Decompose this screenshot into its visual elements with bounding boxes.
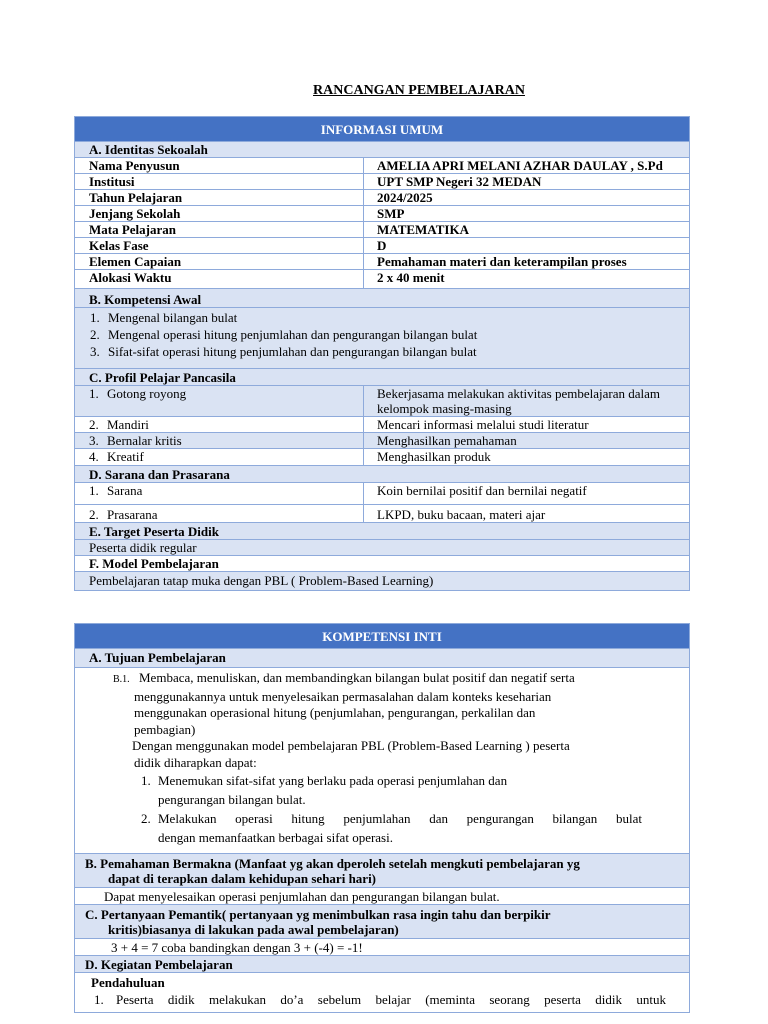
informasi-umum-header: INFORMASI UMUM: [75, 117, 690, 142]
list-item-cont: pengurangan bilangan bulat.: [158, 792, 306, 807]
sarana-label: 1. Sarana: [75, 483, 364, 505]
profil-label: 2. Mandiri: [75, 417, 364, 433]
identitas-label: Jenjang Sekolah: [75, 206, 364, 222]
identitas-value: MATEMATIKA: [364, 222, 690, 238]
profil-label: 1. Gotong royong: [75, 386, 364, 417]
identitas-value: UPT SMP Negeri 32 MEDAN: [364, 174, 690, 190]
dengan-text: Dengan menggunakan model pembelajaran PBL (Problem-Based Learning ) peserta: [132, 738, 570, 753]
section-identitas-sekolah: A. Identitas Sekoalah: [75, 142, 690, 158]
sarana-label: 2. Prasarana: [75, 505, 364, 523]
target-peserta-text: Peserta didik regular: [75, 540, 690, 556]
pendahuluan-heading: Pendahuluan: [91, 975, 165, 990]
tujuan-text: pembagian): [134, 721, 196, 737]
tujuan-text: menggunakannya untuk menyelesaikan permasalahan dalam konteks keseharian: [134, 688, 552, 704]
profil-value: Menghasilkan produk: [364, 449, 690, 466]
model-pembelajaran-text: Pembelajaran tatap muka dengan PBL ( Problem-Based Learning): [75, 572, 690, 591]
section-kompetensi-awal: B. Kompetensi Awal: [75, 289, 690, 308]
page-title: RANCANGAN PEMBELAJARAN: [313, 83, 525, 98]
identitas-value: AMELIA APRI MELANI AZHAR DAULAY , S.Pd: [364, 158, 690, 174]
dengan-text: didik diharapkan dapat:: [134, 754, 257, 770]
identitas-value: 2024/2025: [364, 190, 690, 206]
list-item: 2. Mengenal operasi hitung penjumlahan dan pengurangan bilangan bulat: [90, 327, 478, 342]
identitas-label: Kelas Fase: [75, 238, 364, 254]
pemantik-text: 3 + 4 = 7 coba bandingkan dengan 3 + (-4) = -1!: [75, 939, 690, 956]
sarana-value: Koin bernilai positif dan bernilai negatif: [364, 483, 690, 505]
section-sarana-prasarana: D. Sarana dan Prasarana: [75, 466, 690, 483]
section-tujuan-pembelajaran: A. Tujuan Pembelajaran: [75, 649, 690, 668]
identitas-value: Pemahaman materi dan keterampilan proses: [364, 254, 690, 270]
identitas-label: Institusi: [75, 174, 364, 190]
pemahaman-text: Dapat menyelesaikan operasi penjumlahan dan pengurangan bilangan bulat.: [75, 888, 690, 905]
list-item: 3. Sifat-sifat operasi hitung penjumlahan dan pengurangan bilangan bulat: [90, 344, 477, 359]
identitas-value: SMP: [364, 206, 690, 222]
tujuan-text: Membaca, menuliskan, dan membandingkan bilangan bulat positif dan negatif serta: [139, 670, 575, 685]
kompetensi-inti-header: KOMPETENSI INTI: [75, 624, 690, 649]
section-model-pembelajaran: F. Model Pembelajaran: [75, 556, 690, 572]
tujuan-content: [75, 668, 690, 854]
list-item-cont: dengan memanfaatkan berbagai sifat operasi.: [158, 830, 393, 845]
section-profil-pelajar: C. Profil Pelajar Pancasila: [75, 369, 690, 386]
list-item: 1. Peserta didik melakukan do’a sebelum belajar (meminta seorang peserta didik untuk: [94, 992, 666, 1007]
profil-value: Menghasilkan pemahaman: [364, 433, 690, 449]
identitas-label: Tahun Pelajaran: [75, 190, 364, 206]
kompetensi-inti-table: [74, 623, 690, 1013]
profil-value: Bekerjasama melakukan aktivitas pembelajaran dalam kelompok masing-masing: [364, 386, 690, 417]
list-item: 1. Menemukan sifat-sifat yang berlaku pada operasi penjumlahan dan: [141, 773, 508, 788]
section-target-peserta: E. Target Peserta Didik: [75, 523, 690, 540]
tujuan-prefix: B.1.: [113, 674, 130, 685]
list-item: 1. Mengenal bilangan bulat: [90, 310, 238, 325]
profil-value: Mencari informasi melalui studi literatur: [364, 417, 690, 433]
section-pertanyaan-pemantik: C. Pertanyaan Pemantik( pertanyaan yg menimbulkan rasa ingin tahu dan berpikir kritis)biasanya di lakukan pada awal pembelajaran): [75, 905, 690, 939]
identitas-label: Nama Penyusun: [75, 158, 364, 174]
profil-label: 3. Bernalar kritis: [75, 433, 364, 449]
kompetensi-awal-list: [75, 308, 690, 369]
section-pemahaman-bermakna: B. Pemahaman Bermakna (Manfaat yg akan dperoleh setelah mengkuti pembelajaran yg dapat di terapkan dalam kehidupan sehari hari): [75, 854, 690, 888]
sarana-value: LKPD, buku bacaan, materi ajar: [364, 505, 690, 523]
list-item: 2. Melakukan operasi hitung penjumlahan dan pengurangan bilangan bulat: [141, 811, 642, 826]
profil-label: 4. Kreatif: [75, 449, 364, 466]
informasi-umum-table: [74, 116, 690, 591]
identitas-label: Elemen Capaian: [75, 254, 364, 270]
identitas-value: 2 x 40 menit: [364, 270, 690, 289]
identitas-label: Alokasi Waktu: [75, 270, 364, 289]
section-kegiatan-pembelajaran: D. Kegiatan Pembelajaran: [75, 956, 690, 973]
identitas-value: D: [364, 238, 690, 254]
kegiatan-content: [75, 973, 690, 1013]
tujuan-text: menggunakan operasional hitung (penjumlahan, pengurangan, perkalilan dan: [134, 705, 536, 720]
identitas-label: Mata Pelajaran: [75, 222, 364, 238]
